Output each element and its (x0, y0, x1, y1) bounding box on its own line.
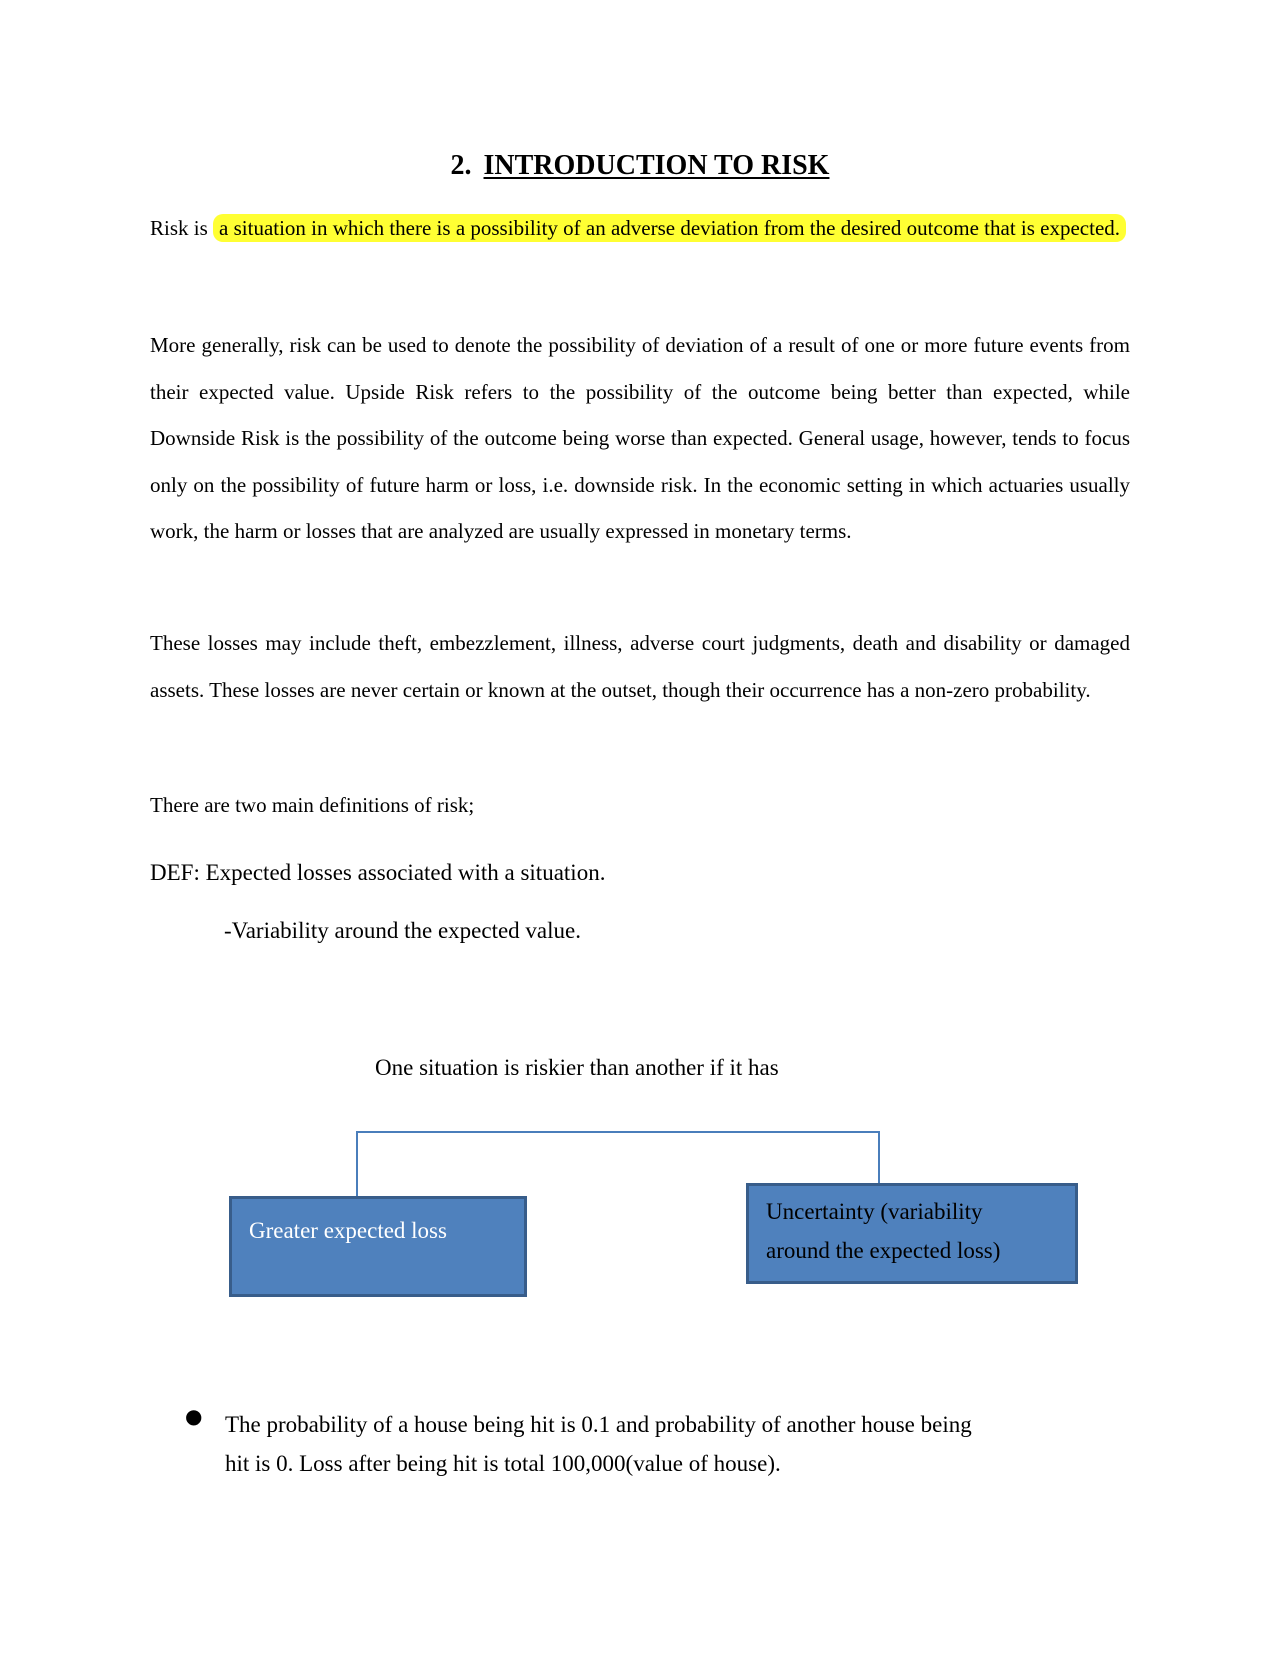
bullet-item (225, 1405, 1135, 1483)
greater-expected-loss-box (229, 1196, 527, 1297)
greater-expected-loss-label: Greater expected loss (249, 1218, 447, 1243)
bullet-line2: hit is 0. Loss after being hit is total 100,000(value of house). (225, 1451, 781, 1476)
section-number: 2. (450, 150, 472, 181)
bullet-line1: The probability of a house being hit is 0.1 and probability of another house being (225, 1412, 972, 1437)
uncertainty-label-line1: Uncertainty (variability (766, 1199, 983, 1224)
paragraph-general-risk: More generally, risk can be used to denote the possibility of deviation of a result of one or more future events from their expected value. Upside Risk refers to the possibility of the outcome being better than expected, while Downside Risk is the possibility of the outcome being worse than expected. General usage, however, tends to focus only on the possibility of future harm or loss, i.e. downside risk. In the economic setting in which actuaries usually work, the harm or losses that are analyzed are usually expressed in monetary terms. (150, 333, 1130, 543)
highlighted-definition: a situation in which there is a possibility of an adverse deviation from the desired outcome that is expected. (213, 214, 1126, 242)
bullet-icon: ● (185, 1404, 203, 1428)
section-title: INTRODUCTION TO RISK (483, 150, 830, 181)
uncertainty-box (746, 1183, 1078, 1284)
intro-lead: Risk is (150, 216, 208, 240)
uncertainty-label-line2: around the expected loss) (766, 1238, 1001, 1263)
paragraph-losses: These losses may include theft, embezzlement, illness, adverse court judgments, death and disability or damaged assets. These losses are never certain or known at the outset, though their occurrence has a non-zero probability. (150, 631, 1130, 702)
diagram-caption: One situation is riskier than another if it has (375, 1055, 779, 1080)
paragraph-definitions-intro: There are two main definitions of risk; (150, 793, 475, 817)
definition-variability: -Variability around the expected value. (224, 918, 581, 943)
definition-expected-losses: DEF: Expected losses associated with a situation. (150, 860, 606, 885)
